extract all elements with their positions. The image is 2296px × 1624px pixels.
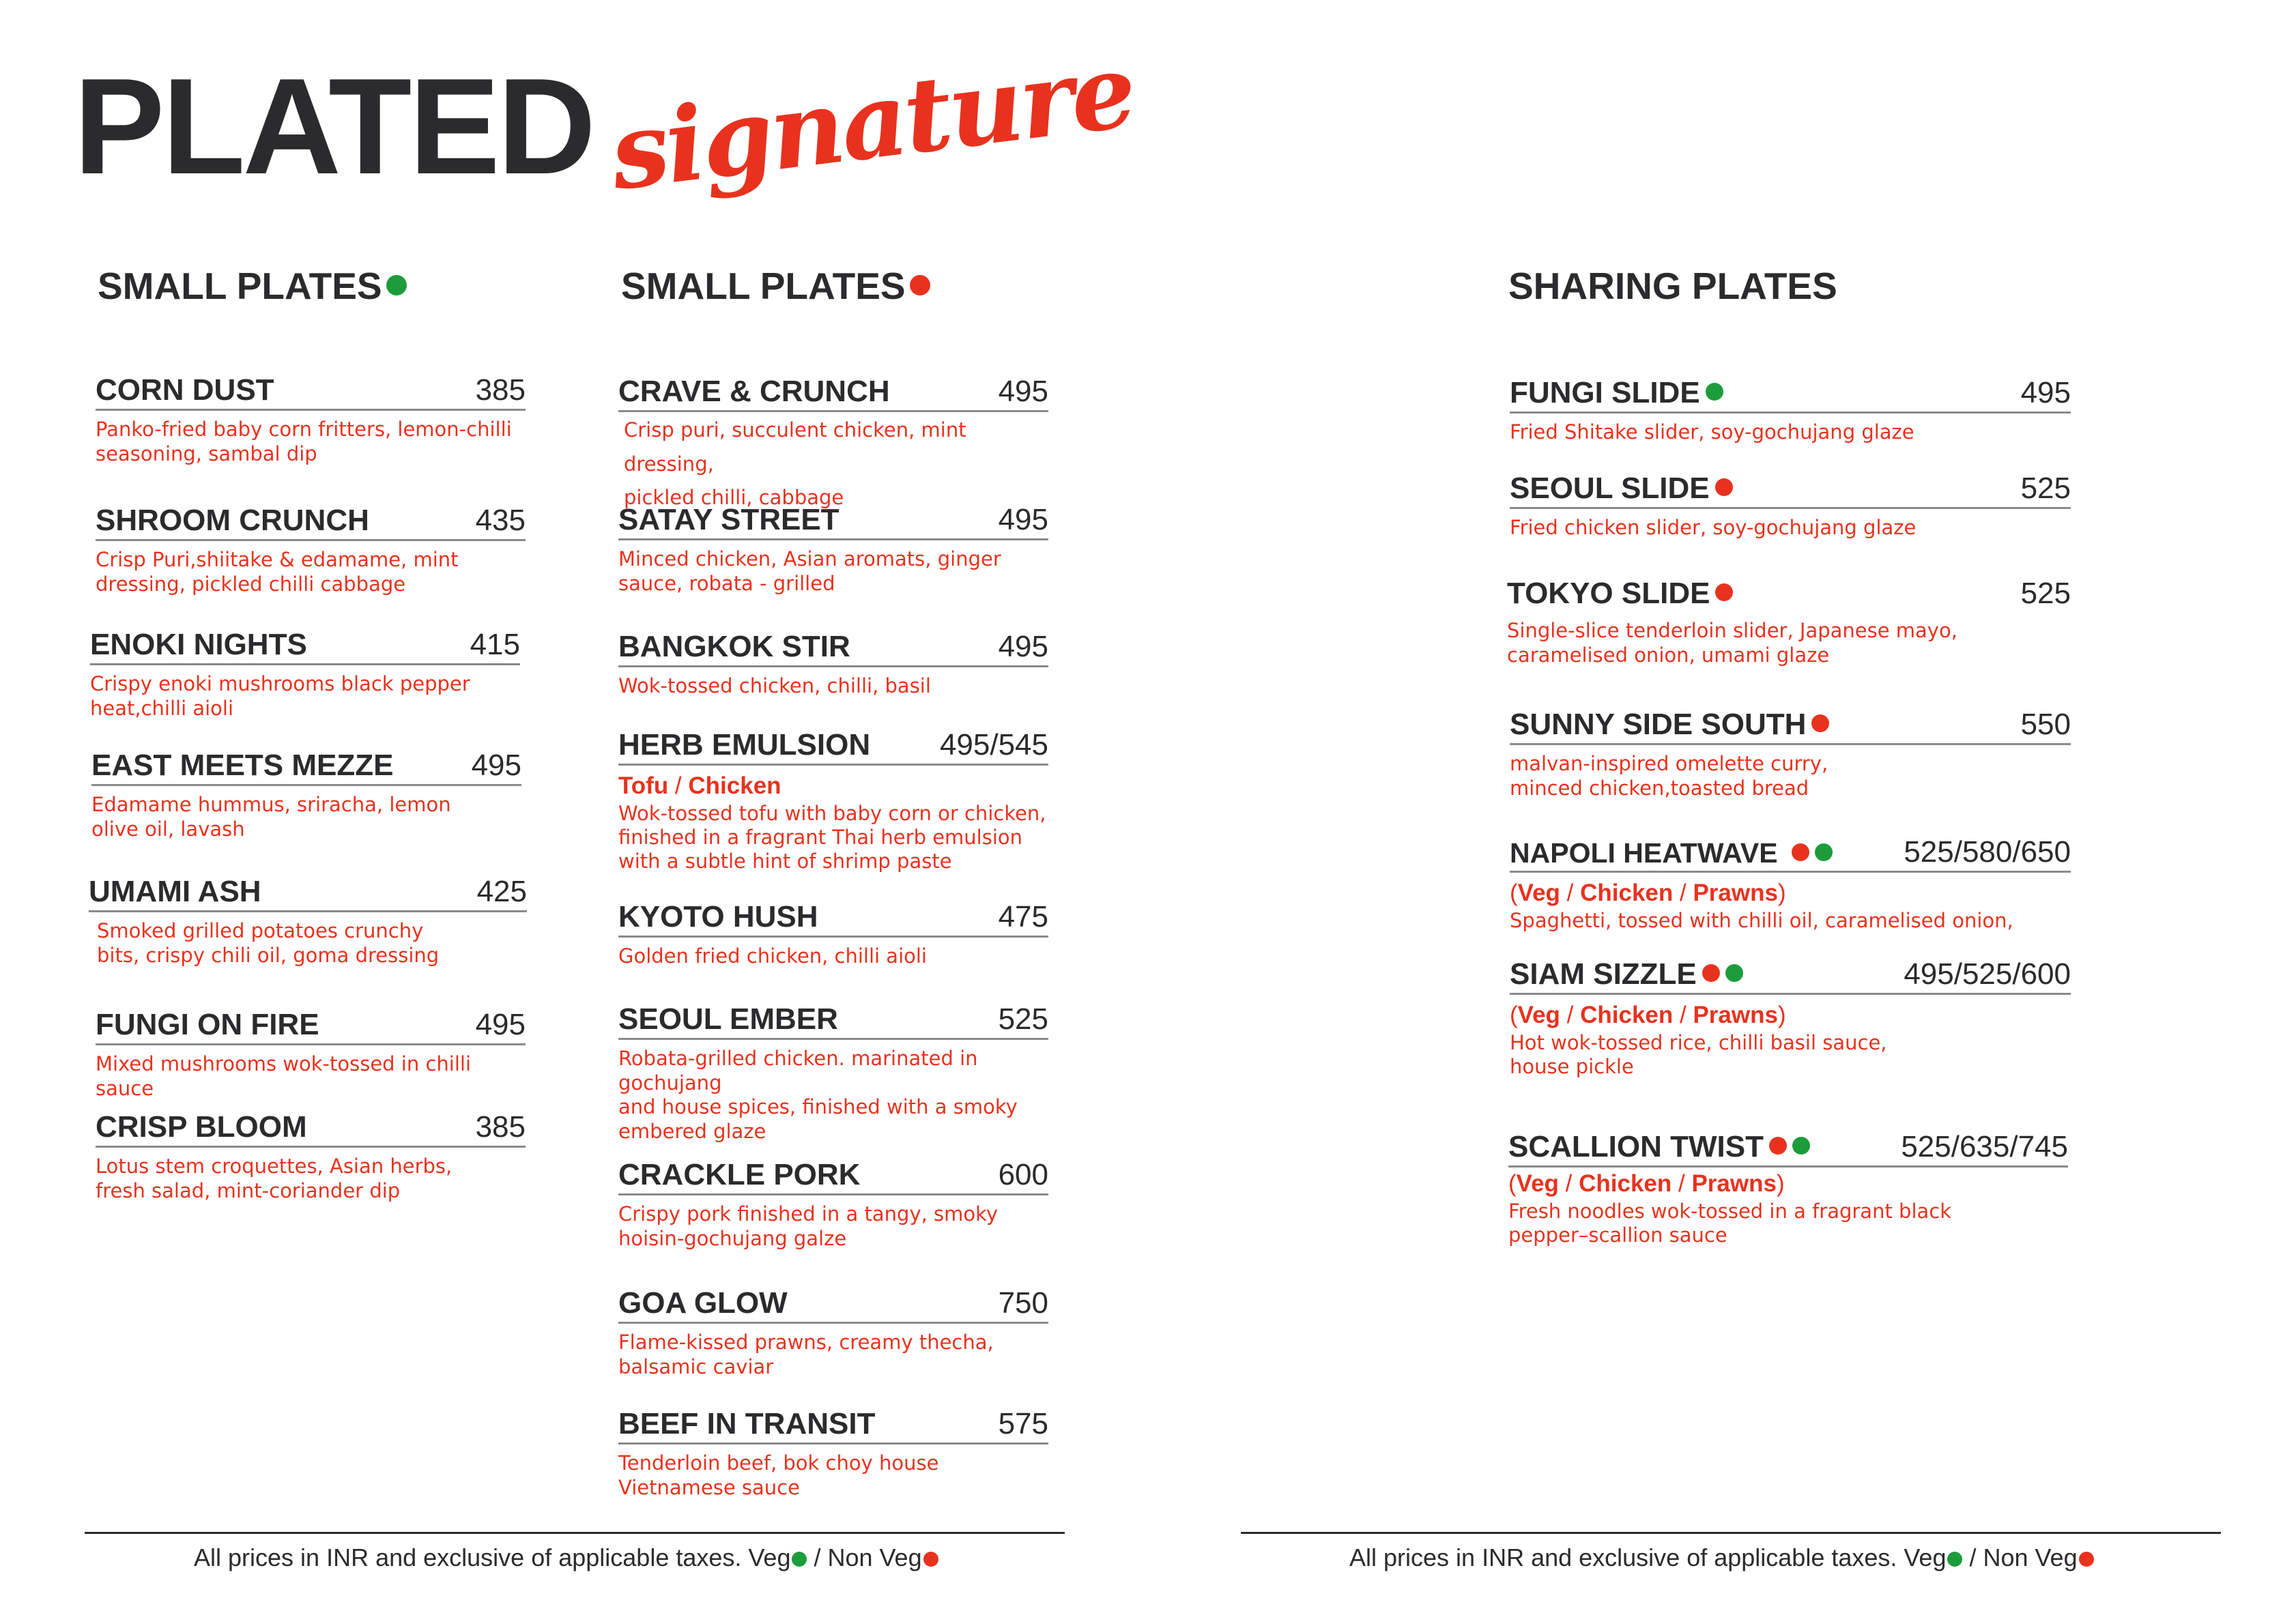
item-price: 385 bbox=[475, 1110, 526, 1144]
item-description: Golden fried chicken, chilli aioli bbox=[618, 944, 927, 968]
option-separator: / bbox=[1673, 880, 1693, 907]
item-name: CRISP BLOOM bbox=[96, 1110, 307, 1144]
item-price: 425 bbox=[476, 875, 527, 908]
item-description: Edamame hummus, sriracha, lemon olive oil, lavash bbox=[91, 793, 451, 841]
menu-item bbox=[91, 749, 521, 841]
item-description: Crisp Puri,shiitake & edamame, mint dressing, pickled chilli cabbage bbox=[96, 548, 459, 596]
veg-dot-icon bbox=[792, 1552, 807, 1567]
item-price: 525/635/745 bbox=[1901, 1130, 2068, 1163]
item-options bbox=[618, 772, 1048, 800]
item-price: 495/525/600 bbox=[1904, 957, 2071, 991]
item-price: 385 bbox=[475, 373, 526, 407]
item-options bbox=[1510, 880, 2071, 907]
menu-item bbox=[1508, 1131, 2068, 1247]
menu-item bbox=[90, 628, 520, 721]
options-paren: ) bbox=[1777, 1002, 1786, 1029]
item-description: Flame-kissed prawns, creamy thecha, balsamic caviar bbox=[618, 1331, 994, 1378]
menu-item bbox=[1510, 836, 2071, 933]
nonveg-dot-icon bbox=[910, 275, 930, 295]
options-paren: ) bbox=[1776, 1170, 1785, 1198]
item-description: Minced chicken, Asian aromats, ginger sauce, robata - grilled bbox=[618, 547, 1001, 595]
menu-subtitle: signature bbox=[604, 30, 1140, 214]
menu-item bbox=[96, 374, 526, 466]
menu-title: PLATED bbox=[74, 50, 594, 203]
footer-divider-left bbox=[85, 1532, 1065, 1534]
item-options bbox=[1510, 1002, 2071, 1029]
menu-item bbox=[89, 875, 527, 968]
item-description: Single-slice tenderloin slider, Japanese mayo, caramelised onion, umami glaze bbox=[1507, 619, 1957, 667]
item-price: 495 bbox=[475, 1008, 526, 1041]
nonveg-dot-icon bbox=[1792, 843, 1809, 861]
menu-item bbox=[618, 729, 1048, 874]
options-paren: ) bbox=[1777, 880, 1786, 907]
item-name: SCALLION TWIST bbox=[1508, 1131, 1810, 1163]
menu-item bbox=[618, 504, 1048, 596]
item-name: GOA GLOW bbox=[618, 1286, 788, 1320]
section-heading-sharing: SHARING PLATES bbox=[1508, 265, 1837, 307]
option-separator: / bbox=[1673, 1002, 1693, 1029]
option-label: Veg bbox=[1516, 1170, 1559, 1198]
item-name: FUNGI SLIDE bbox=[1510, 377, 1723, 409]
item-description: Tenderloin beef, bok choy house Vietnamese sauce bbox=[618, 1451, 939, 1499]
menu-item bbox=[96, 504, 526, 596]
item-price: 750 bbox=[998, 1286, 1048, 1320]
veg-dot-icon bbox=[386, 275, 407, 295]
item-price: 475 bbox=[998, 900, 1048, 933]
option-separator: / bbox=[1671, 1170, 1692, 1198]
menu-item bbox=[96, 1111, 526, 1203]
item-name: SHROOM CRUNCH bbox=[96, 504, 369, 537]
option-separator: / bbox=[1558, 1170, 1579, 1198]
options-paren: ( bbox=[1510, 880, 1518, 907]
section-heading-small-nonveg: SMALL PLATES bbox=[621, 267, 930, 305]
item-price: 525 bbox=[2020, 577, 2071, 610]
item-description: Hot wok-tossed rice, chilli basil sauce, house pickle bbox=[1510, 1030, 1887, 1079]
item-options bbox=[1508, 1170, 2068, 1198]
item-description: Panko-fried baby corn fritters, lemon-chilli seasoning, sambal dip bbox=[96, 418, 512, 465]
item-name: HERB EMULSION bbox=[618, 728, 871, 762]
item-description: Mixed mushrooms wok-tossed in chilli sauce bbox=[96, 1052, 472, 1100]
option-separator: / bbox=[1560, 880, 1581, 907]
veg-dot-icon bbox=[1792, 1137, 1810, 1155]
item-name: CRAVE & CRUNCH bbox=[618, 375, 890, 408]
item-description: Smoked grilled potatoes crunchy bits, crispy chili oil, goma dressing bbox=[97, 919, 440, 967]
nonveg-dot-icon bbox=[1715, 478, 1733, 496]
menu-item bbox=[618, 901, 1048, 969]
item-price: 525 bbox=[998, 1002, 1048, 1036]
nonveg-dot-icon bbox=[2079, 1552, 2094, 1567]
options-paren: ( bbox=[1508, 1170, 1517, 1198]
item-description: Fresh noodles wok-tossed in a fragrant black pepper–scallion sauce bbox=[1508, 1199, 1952, 1247]
option-label: Prawns bbox=[1691, 1170, 1777, 1198]
nonveg-dot-icon bbox=[923, 1552, 938, 1567]
footer-divider-right bbox=[1241, 1532, 2221, 1534]
item-price: 435 bbox=[475, 504, 526, 537]
option-label: Chicken bbox=[688, 772, 781, 800]
item-description: Wok-tossed chicken, chilli, basil bbox=[618, 674, 931, 698]
item-price: 495 bbox=[2020, 376, 2071, 409]
item-name: SEOUL EMBER bbox=[618, 1002, 838, 1036]
menu-item bbox=[618, 1159, 1048, 1251]
item-description: Robata-grilled chicken. marinated in gochujang and house spices, finished with a smoky embered glaze bbox=[618, 1047, 1018, 1143]
item-name: KYOTO HUSH bbox=[618, 900, 818, 933]
footer-note-left: All prices in INR and exclusive of applicable taxes. Veg / Non Veg bbox=[194, 1543, 938, 1572]
item-name: SIAM SIZZLE bbox=[1510, 958, 1743, 991]
option-label: Tofu bbox=[618, 772, 669, 800]
options-paren: ( bbox=[1510, 1002, 1518, 1029]
item-description: Fried Shitake slider, soy-gochujang glaze bbox=[1510, 420, 1914, 444]
option-label: Prawns bbox=[1693, 880, 1778, 907]
item-price: 525 bbox=[2020, 472, 2071, 505]
option-label: Chicken bbox=[1579, 1170, 1672, 1198]
menu-item bbox=[1510, 958, 2071, 1079]
item-description: Crispy enoki mushrooms black pepper heat,chilli aioli bbox=[90, 672, 470, 720]
menu-item bbox=[618, 1408, 1048, 1500]
item-name: CRACKLE PORK bbox=[618, 1158, 861, 1191]
item-name: BEEF IN TRANSIT bbox=[618, 1407, 876, 1440]
veg-dot-icon bbox=[1706, 383, 1723, 401]
item-description: Crispy pork finished in a tangy, smoky hoisin-gochujang galze bbox=[618, 1202, 999, 1250]
menu-item bbox=[618, 1003, 1048, 1144]
item-price: 600 bbox=[998, 1158, 1048, 1191]
option-separator: / bbox=[668, 772, 689, 800]
item-price: 495/545 bbox=[939, 728, 1048, 762]
section-heading-small-veg: SMALL PLATES bbox=[98, 267, 407, 305]
item-name: SATAY STREET bbox=[618, 503, 840, 536]
menu-item bbox=[1510, 472, 2071, 540]
item-name: TOKYO SLIDE bbox=[1507, 577, 1733, 610]
item-price: 550 bbox=[2020, 708, 2071, 741]
menu-item bbox=[1510, 377, 2071, 445]
option-separator: / bbox=[1560, 1002, 1581, 1029]
item-description: malvan-inspired omelette curry, minced chicken,toasted bread bbox=[1510, 752, 1828, 800]
item-price: 495 bbox=[998, 630, 1048, 663]
veg-dot-icon bbox=[1815, 843, 1833, 861]
menu-item bbox=[96, 1009, 526, 1101]
veg-dot-icon bbox=[1947, 1552, 1962, 1567]
nonveg-dot-icon bbox=[1811, 714, 1829, 732]
menu-item bbox=[618, 1287, 1048, 1379]
option-label: Chicken bbox=[1580, 880, 1674, 907]
item-description: Crisp puri, succulent chicken, mint dressing, pickled chilli, cabbage bbox=[624, 418, 966, 509]
menu-item bbox=[1507, 577, 2071, 667]
nonveg-dot-icon bbox=[1702, 964, 1720, 982]
item-description: Lotus stem croquettes, Asian herbs, fresh salad, mint-coriander dip bbox=[96, 1155, 453, 1202]
item-description: Spaghetti, tossed with chilli oil, caramelised onion, bbox=[1510, 908, 2013, 932]
item-name: UMAMI ASH bbox=[89, 875, 261, 908]
option-label: Chicken bbox=[1580, 1002, 1674, 1029]
menu-item bbox=[618, 630, 1048, 699]
nonveg-dot-icon bbox=[1715, 583, 1733, 601]
item-name: BANGKOK STIR bbox=[618, 630, 850, 663]
item-price: 525/580/650 bbox=[1904, 835, 2071, 869]
item-name: SEOUL SLIDE bbox=[1510, 472, 1733, 505]
item-name: EAST MEETS MEZZE bbox=[91, 749, 394, 782]
item-price: 495 bbox=[998, 503, 1048, 536]
option-label: Prawns bbox=[1693, 1002, 1778, 1029]
nonveg-dot-icon bbox=[1769, 1137, 1787, 1155]
item-name: FUNGI ON FIRE bbox=[96, 1008, 319, 1041]
item-price: 575 bbox=[998, 1407, 1048, 1440]
item-price: 495 bbox=[471, 749, 521, 782]
item-name: CORN DUST bbox=[96, 373, 274, 407]
item-description: Fried chicken slider, soy-gochujang glaze bbox=[1510, 516, 1917, 540]
item-name: NAPOLI HEATWAVE bbox=[1510, 838, 1833, 869]
veg-dot-icon bbox=[1725, 964, 1743, 982]
item-description: Wok-tossed tofu with baby corn or chicken, finished in a fragrant Thai herb emulsion with a subtle hint of shrimp paste bbox=[618, 801, 1046, 873]
item-name: SUNNY SIDE SOUTH bbox=[1510, 708, 1829, 741]
item-price: 415 bbox=[470, 628, 520, 661]
option-label: Veg bbox=[1517, 880, 1560, 907]
footer-note-right: All prices in INR and exclusive of applicable taxes. Veg / Non Veg bbox=[1349, 1543, 2094, 1572]
option-label: Veg bbox=[1517, 1002, 1560, 1029]
menu-item bbox=[1510, 708, 2071, 800]
item-name: ENOKI NIGHTS bbox=[90, 628, 307, 661]
item-price: 495 bbox=[998, 375, 1048, 408]
menu-item bbox=[618, 375, 1048, 514]
